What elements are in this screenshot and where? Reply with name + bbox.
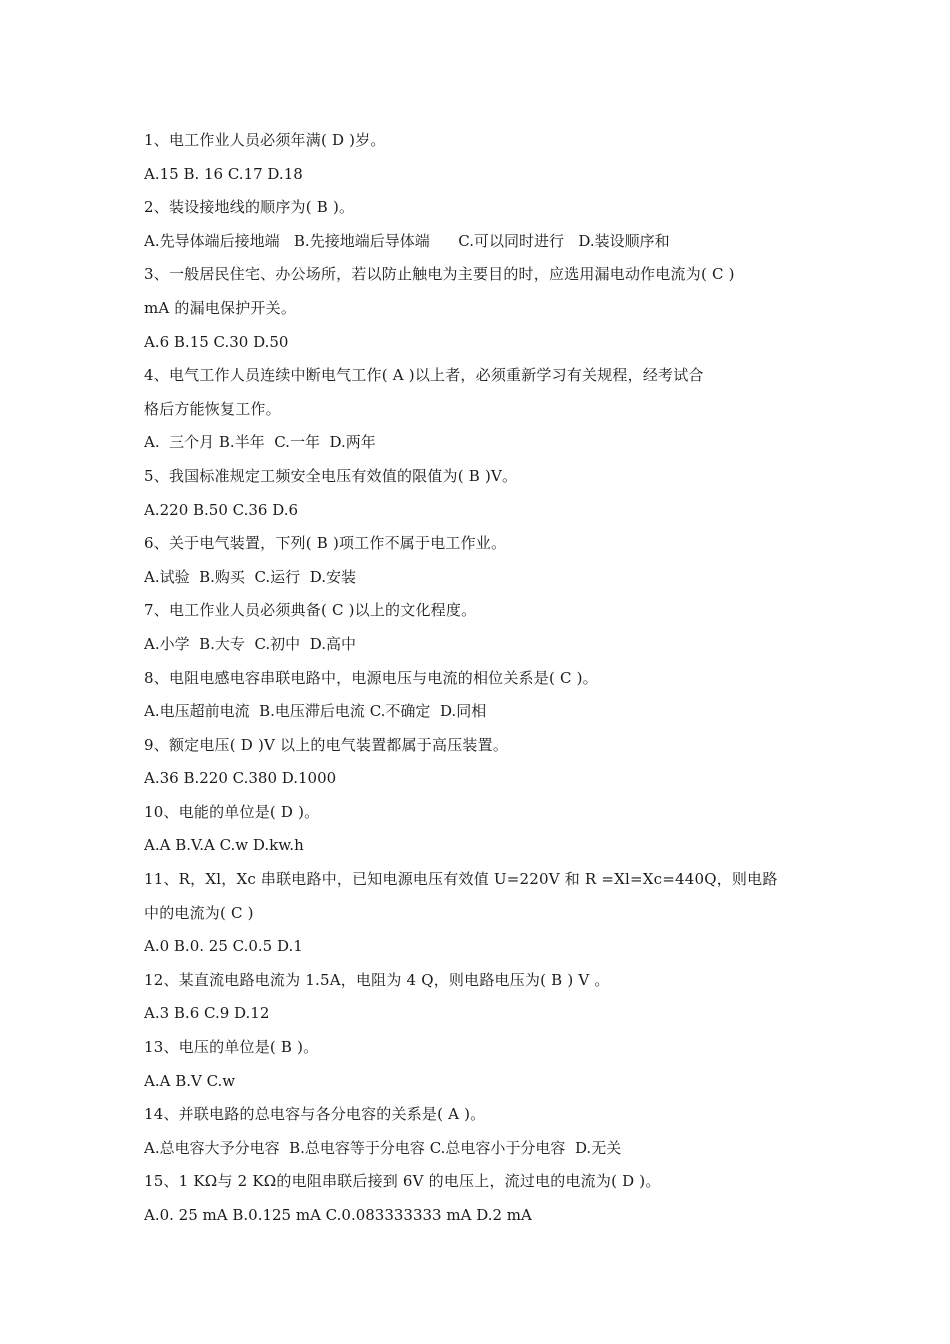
options-15: A.0. 25 mA B.0.125 mA C.0.083333333 mA D.2 mA — [144, 1206, 532, 1224]
options-10: A.A B.V.A C.w D.kw.h — [144, 836, 304, 855]
options-12: A.3 B.6 C.9 D.12 — [144, 1004, 270, 1023]
question-3-line-2: mA 的漏电保护开关。 — [144, 298, 297, 317]
options-13: A.A B.V C.w — [144, 1071, 236, 1090]
question-7: 7、电工作业人员必须典备( C )以上的文化程度。 — [144, 601, 477, 620]
options-7: A.小学 B.大专 C.初中 D.高中 — [144, 634, 356, 653]
options-3: A.6 B.15 C.30 D.50 — [144, 332, 289, 351]
options-9: A.36 B.220 C.380 D.1000 — [144, 769, 337, 788]
question-13: 13、电压的单位是( B )。 — [144, 1038, 319, 1057]
question-1: 1、电工作业人员必须年满( D )岁。 — [144, 131, 386, 149]
options-2: A.先导体端后接地端 B.先接地端后导体端 C.可以同时进行 D.装设顺序和 — [144, 231, 670, 250]
question-3-line-1: 3、一般居民住宅、办公场所，若以防止触电为主要目的时，应选用漏电动作电流为( C ) — [144, 265, 735, 284]
options-8: A.电压超前电流 B.电压滞后电流 C.不确定 D.同相 — [144, 702, 487, 721]
question-9: 9、额定电压( D )V 以上的电气装置都属于高压装置。 — [144, 735, 509, 754]
question-15: 15、1 KΩ与 2 KΩ的电阻串联后接到 6V 的电压上，流过电的电流为( D )。 — [144, 1172, 661, 1191]
options-6: A.试验 B.购买 C.运行 D.安装 — [144, 567, 356, 586]
question-8: 8、电阻电感电容串联电路中，电源电压与电流的相位关系是( C )。 — [144, 668, 598, 687]
question-10: 10、电能的单位是( D )。 — [144, 802, 320, 821]
question-12: 12、某直流电路电流为 1.5A，电阻为 4 Q，则电路电压为( B ) V 。 — [144, 970, 610, 989]
question-11-line-1: 11、R，Xl，Xc 串联电路中，已知电源电压有效值 U=220V 和 R =Xl=Xc=440Q，则电路 — [144, 870, 778, 889]
question-14: 14、并联电路的总电容与各分电容的关系是( A )。 — [144, 1105, 486, 1124]
question-5: 5、我国标准规定工频安全电压有效值的限值为( B )V。 — [144, 466, 518, 485]
options-1: A.15 B. 16 C.17 D.18 — [144, 164, 303, 183]
question-4-line-2: 格后方能恢复工作。 — [144, 399, 281, 418]
options-4: A. 三个月 B.半年 C.一年 D.两年 — [144, 433, 376, 452]
document-body — [144, 124, 824, 1233]
options-5: A.220 B.50 C.36 D.6 — [144, 500, 299, 519]
question-11-line-2: 中的电流为( C ) — [144, 903, 254, 922]
question-4-line-1: 4、电气工作人员连续中断电气工作( A )以上者，必须重新学习有关规程，经考试合 — [144, 366, 704, 385]
options-14: A.总电容大予分电容 B.总电容等于分电容 C.总电容小于分电容 D.无关 — [144, 1138, 622, 1157]
question-6: 6、关于电气装置，下列( B )项工作不属于电工作业。 — [144, 534, 507, 553]
question-2: 2、装设接地线的顺序为( B )。 — [144, 198, 355, 217]
options-11: A.0 B.0. 25 C.0.5 D.1 — [144, 937, 303, 956]
